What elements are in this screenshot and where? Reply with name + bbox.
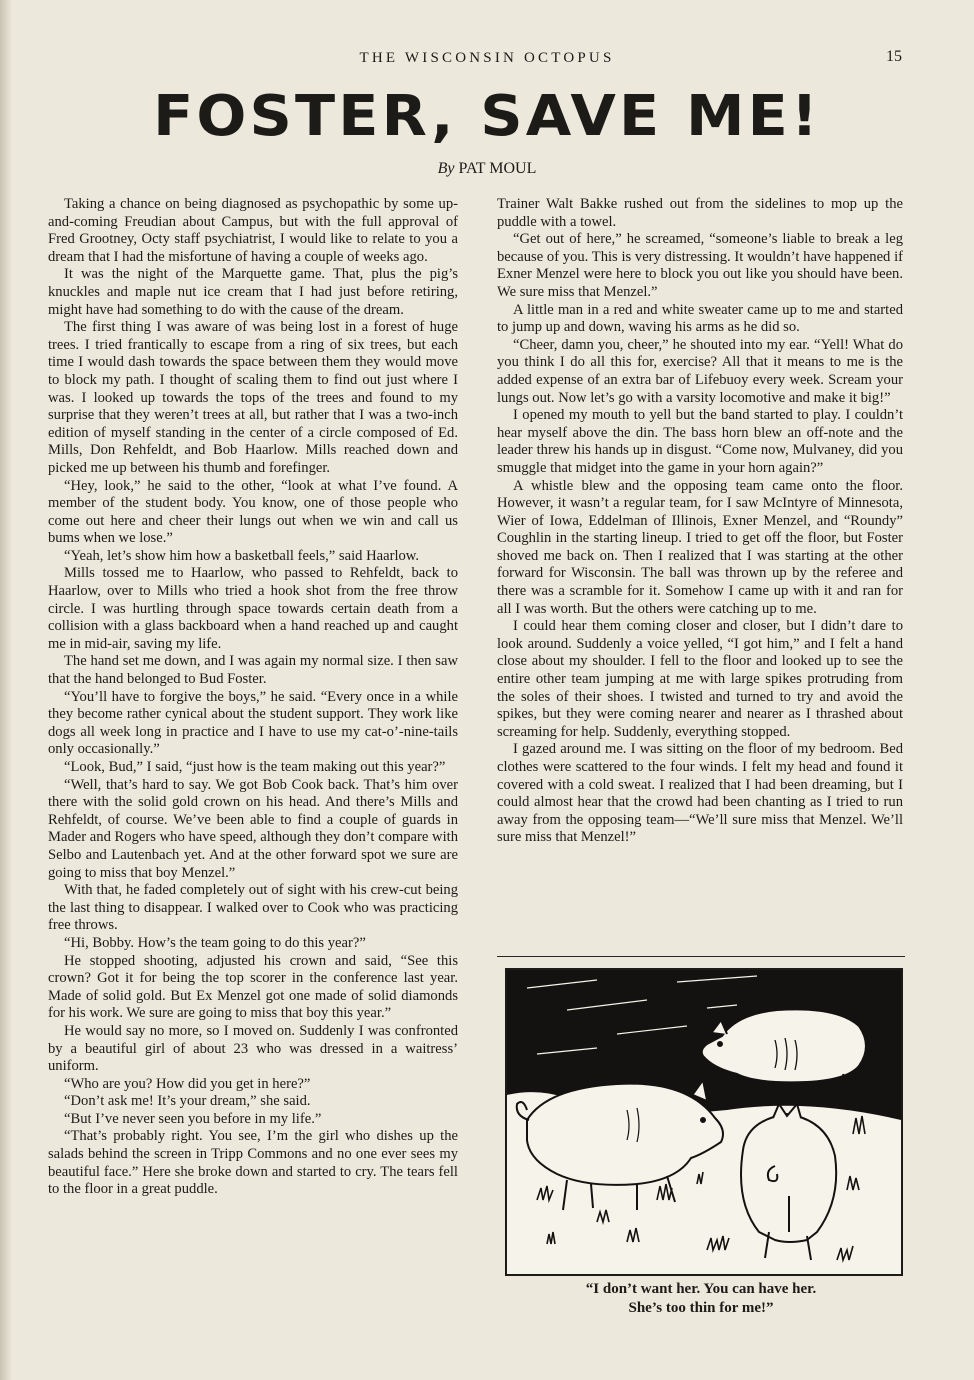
- paragraph: “Look, Bud,” I said, “just how is the team making out this year?”: [64, 759, 446, 775]
- paragraph: “But I’ve never seen you before in my life.”: [64, 1110, 322, 1127]
- page-gutter-shadow: [0, 0, 12, 1380]
- paragraph: “Well, that’s hard to say. We got Bob Cook back. That’s him over there with the solid gold crown on his head. And there’s Mills and Rehfeldt, of course. We’ve been able to find a couple of guards in Mader and Rogers who have speed, although they don’t compare with Selbo and Lautenbach yet. And at the other forward spot we sure are going to miss that boy Menzel.”: [48, 776, 458, 881]
- paragraph: I could hear them coming closer and closer, but I didn’t dare to look around. Suddenly a voice yelled, “I got him,” and I felt a hand close about my shoulder. I fell to the floor and looked up to see the entire other team jumping at me with large spikes protruding from the soles of their shoes. I twisted and turned to try and avoid the spikes, but they were coming nearer and nearer as I thrashed about screaming for help. Suddenly, everything stopped.: [497, 618, 903, 740]
- paragraph: The hand set me down, and I was again my normal size. I then saw that the hand belonged to Bud Foster.: [48, 653, 458, 688]
- pig-rear-view: [741, 1104, 836, 1260]
- paragraph: Mills tossed me to Haarlow, who passed to Rehfeldt, back to Haarlow, over to Mills who tried a hook shot from the free throw circle. I was hurtling through space towards certain death from a collision with a glass backboard when a hand reached up and caught me in mid-air, saving my life.: [48, 565, 458, 652]
- article-column-right: [497, 196, 903, 847]
- paragraph: “You’ll have to forgive the boys,” he said. “Every once in a while they become rather cynical about the student support. They work like dogs all week long in practice and I have to use my cat-o’-nine-tails only occasionally.”: [48, 688, 458, 758]
- paragraph: The first thing I was aware of was being lost in a forest of huge trees. I tried frantically to escape from a ring of six trees, but each time I would dash towards the space between them they would move to block my path. I thought of scaling them to find out just where I was. I looked up towards the tops of the trees and found to my surprise that they weren’t trees at all, but rather that I was a two-inch edition of myself standing in the center of a circle composed of Ed. Mills, Don Rehfeldt, and Bob Haarlow. Mills reached down and picked me up between his thumb and forefinger.: [48, 319, 458, 476]
- paragraph: He would say no more, so I moved on. Suddenly I was confronted by a beautiful girl of about 23 who was dressed in a waitress’ uniform.: [48, 1022, 458, 1075]
- paragraph: I gazed around me. I was sitting on the floor of my bedroom. Bed clothes were scattered to the four winds. I felt my head and found it covered with a cold sweat. I realized that I had been dreaming, but I could almost hear that the crowd had been chanting as I tried to run away from the opposing team—“We’ll sure miss that Menzel. We’ll sure miss that Menzel!”: [497, 741, 903, 846]
- page-number: 15: [886, 48, 902, 65]
- paragraph: “That’s probably right. You see, I’m the girl who dishes up the salads behind the screen in Tripp Commons and no one ever sees my beautiful face.” Here she broke down and started to cry. The tears fell to the floor in a great puddle.: [48, 1128, 458, 1198]
- cartoon-illustration: [505, 968, 903, 1276]
- paragraph: “Hey, look,” he said to the other, “look at what I’ve found. A member of the student body. You know, one of those people who come out here and cheer their lungs out when we win and call us bums when we lose.”: [48, 477, 458, 547]
- paragraph: “Yeah, let’s show him how a basketball feels,” said Haarlow.: [64, 547, 420, 564]
- section-divider: [497, 956, 905, 957]
- author-name: PAT MOUL: [458, 160, 537, 177]
- caption-line-1: “I don’t want her. You can have her.: [585, 1281, 817, 1297]
- paragraph-continued: Trainer Walt Bakke rushed out from the sidelines to mop up the puddle with a towel.: [497, 196, 903, 230]
- article-title: FOSTER, SAVE ME!: [153, 84, 821, 149]
- byline-prefix: By: [437, 160, 455, 177]
- cartoon-caption: [497, 1280, 905, 1318]
- paragraph: He stopped shooting, adjusted his crown and said, “See this crown? Got it for being the top scorer in the conference last year. Made of solid gold. But Ex Menzel got one made of solid diamonds for his work. We sure are going to miss that boy this year.”: [48, 952, 458, 1022]
- paragraph: Taking a chance on being diagnosed as psychopathic by some up-and-coming Freudian about Campus, but with the full approval of Fred Grootney, Octy staff psychiatrist, I would like to relate to you a dream that I had the misfortune of having a couple of weeks ago.: [48, 196, 458, 265]
- paragraph: A little man in a red and white sweater came up to me and started to jump up and down, waving his arms as he did so.: [497, 301, 903, 336]
- paragraph: With that, he faded completely out of sight with his crew-cut being the last thing to disappear. I walked over to Cook who was practicing free throws.: [48, 882, 458, 934]
- masthead: THE WISCONSIN OCTOPUS: [359, 50, 615, 66]
- byline: [0, 160, 974, 178]
- article-column-left: [48, 196, 458, 1199]
- paragraph: “Get out of here,” he screamed, “someone’s liable to break a leg because of you. This is very distressing. It wouldn’t have happened if Exner Menzel were here to block you out like you should have been. We sure miss that Menzel.”: [497, 231, 903, 300]
- paragraph: “Who are you? How did you get in here?”: [64, 1075, 311, 1092]
- paragraph: “Cheer, damn you, cheer,” he shouted into my ear. “Yell! What do you think I do all this for, exercise? All that it means to me is the added expense of an extra bar of Lifebuoy every week. Scream your lungs out. Now let’s go with a varsity locomotive and make it big!”: [497, 336, 903, 406]
- paragraph: I opened my mouth to yell but the band started to play. I couldn’t hear myself above the din. The bass horn blew an off-note and the leader threw his hands up in disgust. “Come now, Mulvaney, did you smuggle that midget into the game in your horn again?”: [497, 407, 903, 476]
- paragraph: A whistle blew and the opposing team came onto the floor. However, it wasn’t a regular team, for I saw McIntyre of Minnesota, Wier of Iowa, Eddelman of Illinois, Exner Menzel, and “Roundy” Coughlin in the starting lineup. I tried to get off the floor, but Foster shoved me back on. Then I realized that I was starting at the other forward for Wisconsin. The ball was thrown up by the referee and there was a scramble for it. Somehow I came up with it and ran for all I was worth. But the others were catching up to me.: [497, 477, 903, 617]
- paragraph: “Don’t ask me! It’s your dream,” she said.: [64, 1093, 311, 1110]
- paragraph: “Hi, Bobby. How’s the team going to do this year?”: [64, 934, 366, 951]
- paragraph: It was the night of the Marquette game. That, plus the pig’s knuckles and maple nut ice cream that I had just before retiring, might have had something to do with the cause of the dream.: [48, 266, 458, 318]
- caption-line-2: She’s too thin for me!”: [628, 1300, 774, 1316]
